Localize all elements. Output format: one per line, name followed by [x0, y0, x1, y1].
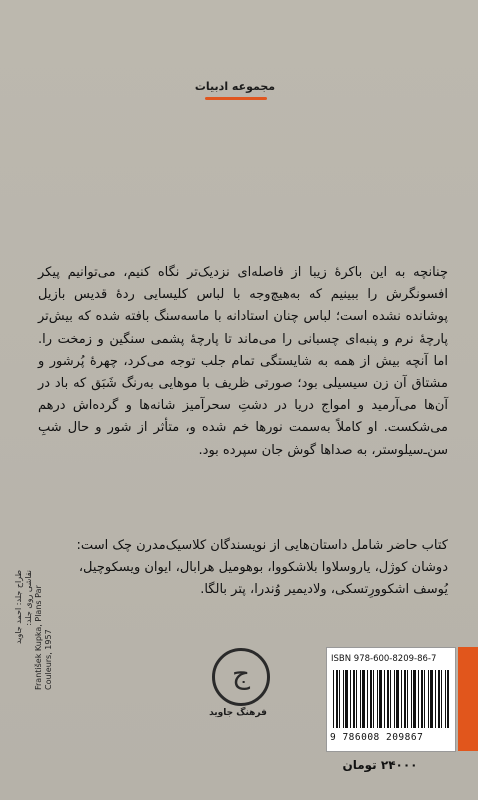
series-underline [205, 97, 267, 100]
contents-authors-line-1: دوشان کوژل، یاروسلاوا بلاشکووا، بوهومیل هرابال، ایوان ویسکوچیل، [78, 560, 448, 575]
barcode-label [326, 647, 456, 752]
publisher-logo [212, 648, 270, 706]
synopsis-text: چنانچه به این باکرهٔ زیبا از فاصله‌ای نزدیک‌تر نگاه کنیم، می‌توانیم پیکر افسونگرش را ببینیم که به‌هیچ‌وجه با لباس کلیسایی ردهٔ قدیس بازیل پوشانده نشده است؛ لباس چنان استادانه با ماسه‌سنگ بافته شده که بیش‌تر پارچهٔ نرم و پنبه‌ای چسبانی را می‌ماند تا پارچهٔ پشمی سنگین و زمخت را. اما آنچه بیش از همه به شایستگی تمام جلب توجه می‌کرد، چهرهٔ پُرشور و مشتاق آن زن سیسیلی بود؛ صورتی ظریف با موهایی به‌رنگ شَبَق که باد در آن‌ها می‌آرمید و امواج دریا در دشتِ سحرآمیز شانه‌ها و گرده‌اش درهم می‌شکست. او کاملاً به‌سمت نورها خم شده و، متأثر از شور و حال شبِ سن‌ـ‌سیلوستر، به صداها گوش جان سپرده بود. [38, 265, 448, 458]
isbn-number: ISBN 978-600-8209-86-7 [331, 654, 437, 664]
barcode-icon [333, 670, 449, 728]
publisher-logo-letter: ج [231, 657, 251, 690]
contents-authors-line-2: یُوسف اشکوورِتسکی، ولادیمیر وُندرا، پتر بالگا. [200, 582, 448, 597]
barcode-digits: 9 786008 209867 [330, 732, 424, 743]
publisher-name: فرهنگ جاوید [209, 708, 267, 718]
contents-intro: کتاب حاضر شامل داستان‌هایی از نویسندگان کلاسیک‌مدرن چک است: [76, 538, 448, 553]
series-label: مجموعه ادبیات [194, 80, 276, 93]
accent-strip [458, 647, 478, 751]
cover-painting-title: František Kupka, Plans Par [34, 585, 43, 690]
cover-painting-label: نقاشی روی جلد: [24, 570, 33, 626]
price-label: ۲۴۰۰۰ تومان [342, 758, 418, 772]
cover-designer-credit: طراح جلد: احمد جاوید [14, 570, 23, 644]
contents-note [38, 535, 448, 601]
cover-credits [14, 570, 54, 690]
cover-painting-year: Couleurs, 1957 [44, 629, 53, 690]
